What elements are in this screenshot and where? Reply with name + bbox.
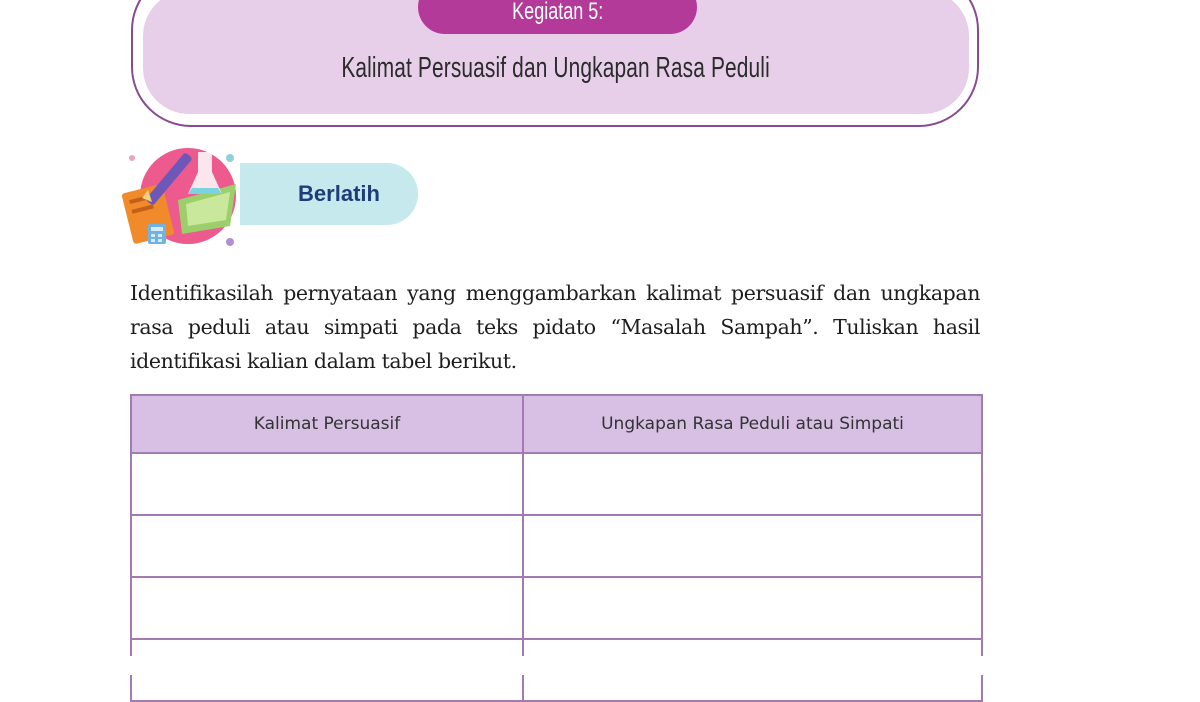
table-row [131,577,982,639]
activity-number-badge [418,0,697,34]
table-cell[interactable] [523,453,982,515]
activity-title [143,52,969,85]
table-cell[interactable] [523,515,982,577]
instructions-paragraph: Identifikasilah pernyataan yang menggambarkan kalimat persuasif dan ungkapan rasa peduli atau simpati pada teks pidato “Masalah Sampah”. Tuliskan hasil identifikasi kalian dalam tabel berikut. [130,281,980,373]
table-cell[interactable] [131,453,523,515]
page-bottom-crop [0,656,1200,675]
column-header-persuasive: Kalimat Persuasif [131,395,523,453]
table-cell[interactable] [131,515,523,577]
practice-label: Berlatih [298,181,380,206]
practice-illustration-icon [118,138,250,253]
table-row [131,515,982,577]
practice-label-badge [240,163,418,225]
table-header-row [131,395,982,453]
column-header-empathy: Ungkapan Rasa Peduli atau Simpati [523,395,982,453]
activity-number-label: Kegiatan 5: [511,0,604,25]
table-cell[interactable] [131,577,523,639]
activity-title-text: Kalimat Persuasif dan Ungkapan Rasa Peduli [341,52,771,84]
table-cell[interactable] [523,577,982,639]
table-row [131,453,982,515]
